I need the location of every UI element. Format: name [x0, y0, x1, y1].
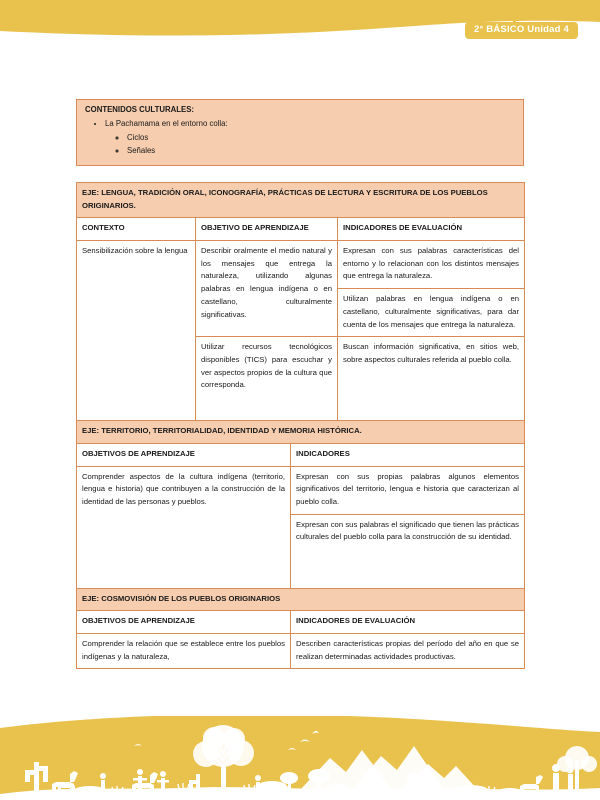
section3-col-header-objetivos: OBJETIVOS DE APRENDIZAJE: [77, 611, 291, 634]
table-row: [77, 588, 525, 611]
list-item: [105, 117, 515, 158]
section1-col-header-indicadores: INDICADORES DE EVALUACIÓN: [338, 218, 525, 241]
section1-table: [76, 182, 525, 421]
section1-indicador-2a: Buscan información significativa, en sitios web, sobre aspectos culturales referida al pueblo colla.: [338, 337, 525, 421]
table-row: [77, 218, 525, 241]
cultural-contents-title: CONTENIDOS CULTURALES:: [85, 105, 195, 114]
section2-table: [76, 420, 525, 588]
table-row: [77, 634, 525, 669]
section2-indicador-b: Expresan con sus palabras el significado que tienen las prácticas culturales del pueblo colla para la construcción de su identidad.: [296, 519, 520, 542]
footer-decorative-band: [0, 716, 600, 800]
table-row: [338, 289, 524, 337]
table-row: [338, 241, 524, 289]
section2-objetivo-cell: Comprender aspectos de la cultura indígena (territorio, lengua e historia) que contribuyen a la construcción de la identidad de las personas y pueblos.: [77, 466, 291, 588]
section1-indicador-1a: Expresan con sus palabras características del entorno y lo relacionan con los distintos mensajes que entrega la naturaleza.: [338, 241, 524, 289]
section1-col-header-contexto: CONTEXTO: [77, 218, 196, 241]
unit-badge: 2° BÁSICO Unidad 4: [465, 22, 578, 39]
section1-col-header-objetivo: OBJETIVO DE APRENDIZAJE: [196, 218, 338, 241]
cultural-contents-box: [76, 99, 524, 166]
section3-objetivo-cell: Comprender la relación que se establece entre los pueblos indígenas y la naturaleza,: [77, 634, 291, 669]
section1-objetivo-cell-2: Utilizar recursos tecnológicos disponibles (TICS) para escuchar y ver aspectos propios de la cultura que corresponda.: [196, 337, 338, 421]
section2-col-header-indicadores: INDICADORES: [291, 443, 525, 466]
list-item: ◦ Ciclos: [127, 131, 515, 145]
cultural-contents-list: [85, 117, 515, 158]
section2-indicadores-cell: [291, 466, 525, 588]
section2-eje-title: EJE: TERRITORIO, TERRITORIALIDAD, IDENTIDAD Y MEMORIA HISTÓRICA.: [77, 421, 525, 444]
table-row: [291, 467, 524, 515]
section1-indicadores-cell-1: [338, 241, 525, 337]
section1-indicador-1b: Utilizan palabras en lengua indígena o en castellano, culturalmente significativas, para dar cuenta de los mensajes que entrega la naturaleza.: [343, 294, 520, 329]
section1-context-cell: Sensibilización sobre la lengua: [77, 241, 196, 421]
section1-eje-title: EJE: LENGUA, TRADICIÓN ORAL, ICONOGRAFÍA, PRÁCTICAS DE LECTURA Y ESCRITURA DE LOS PUEBLOS ORIGINARIOS.: [77, 182, 525, 217]
table-row: [77, 611, 525, 634]
section2-col-header-objetivos: OBJETIVOS DE APRENDIZAJE: [77, 443, 291, 466]
section2-indicador-a: Expresan con sus propias palabras algunos elementos significativos del territorio, lengua e historia que caracterizan al pueblo colla.: [291, 467, 524, 515]
cultural-sub-list: [105, 131, 515, 158]
section3-eje-title: EJE: COSMOVISIÓN DE LOS PUEBLOS ORIGINARIOS: [77, 588, 525, 611]
document-content: [76, 99, 524, 669]
table-row: [77, 241, 525, 337]
footer-landscape-illustration: [0, 716, 600, 800]
section3-indicadores-cell: Describen características propias del período del año en que se realizan determinadas actividades productivas.: [291, 634, 525, 669]
section3-table: [76, 588, 525, 670]
cultural-bullet-label: La Pachamama en el entorno colla:: [105, 119, 228, 128]
table-row: [77, 443, 525, 466]
section3-col-header-indicadores: INDICADORES DE EVALUACIÓN: [291, 611, 525, 634]
table-row: [77, 182, 525, 217]
section1-objetivo-cell-1: Describir oralmente el medio natural y los mensajes que entrega la naturaleza, utilizando algunas palabras en lengua indígena o en castellano, culturalmente significativas.: [196, 241, 338, 337]
list-item: ◦ Señales: [127, 144, 515, 158]
table-row: [291, 514, 524, 549]
table-row: [77, 421, 525, 444]
table-row: [77, 466, 525, 588]
